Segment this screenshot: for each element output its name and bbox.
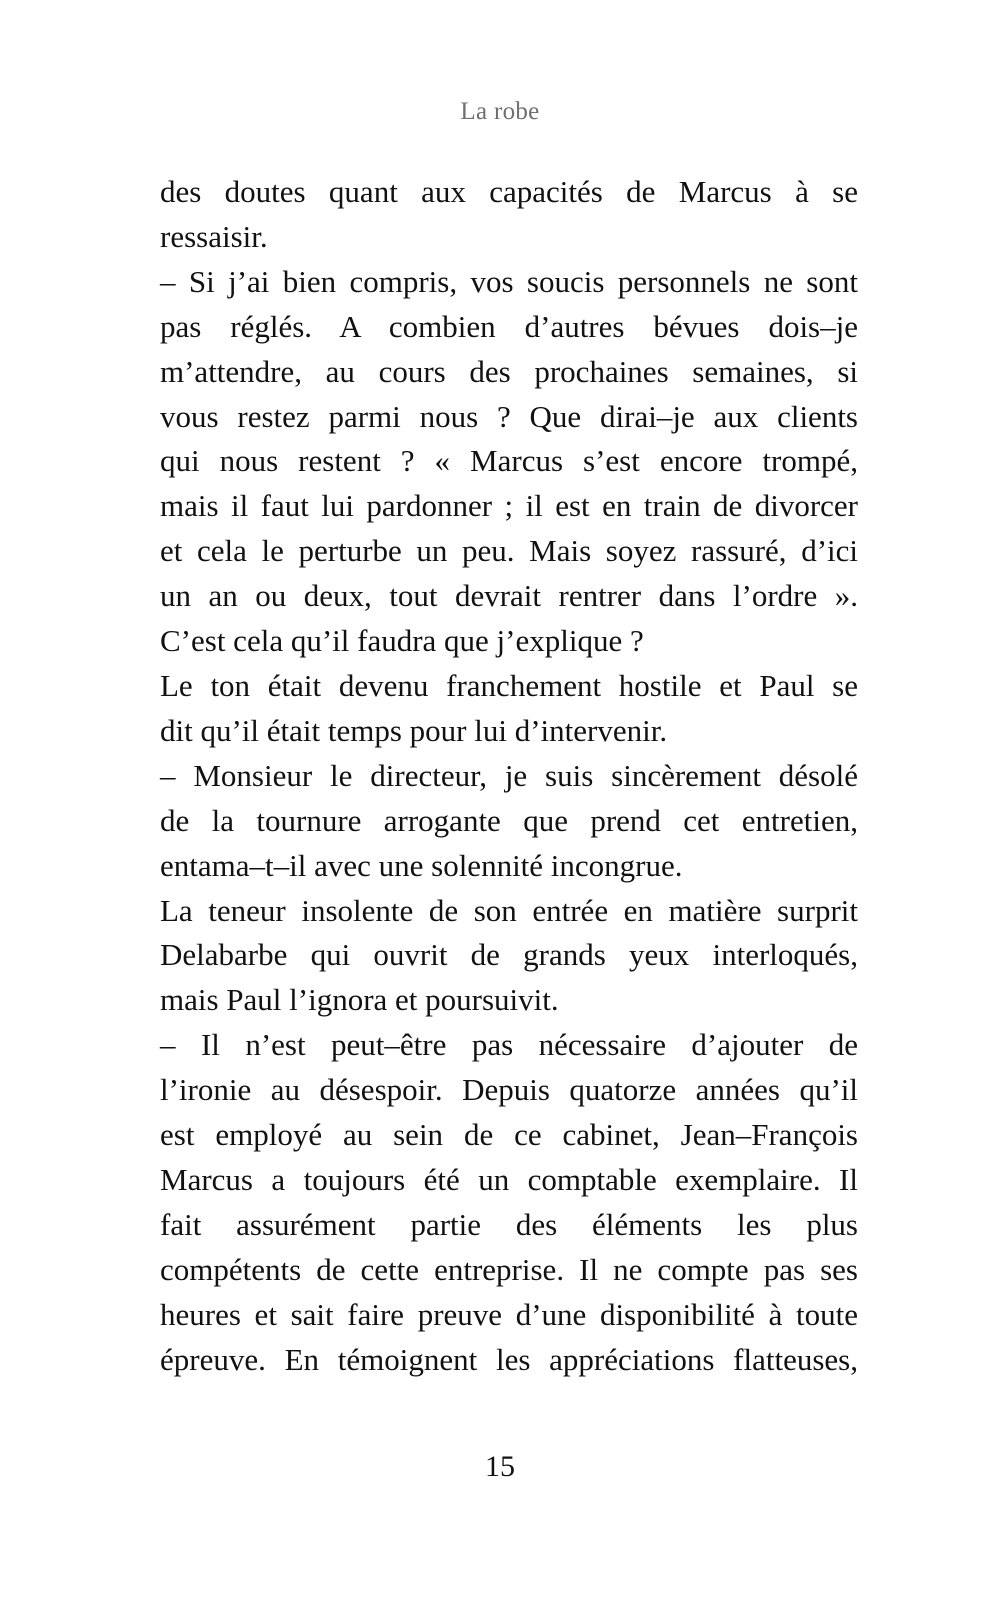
text-line: mais il faut lui pardonner ; il est en train de divorcer (160, 488, 858, 524)
text-line: La teneur insolente de son entrée en matière surprit (160, 892, 858, 928)
text-line: fait assurément partie des éléments les plus (160, 1206, 858, 1242)
text-line: Marcus a toujours été un comptable exemplaire. Il (160, 1161, 858, 1197)
text-line: un an ou deux, tout devrait rentrer dans l’ordre ». (160, 578, 858, 614)
text-line: est employé au sein de ce cabinet, Jean–François (160, 1117, 858, 1153)
text-line: – Il n’est peut–être pas nécessaire d’ajouter de (160, 1027, 858, 1063)
text-line: vous restez parmi nous ? Que dirai–je aux clients (160, 398, 858, 434)
text-line: de la tournure arrogante que prend cet entretien, (160, 802, 858, 838)
text-line: m’attendre, au cours des prochaines semaines, si (160, 353, 858, 389)
text-line: qui nous restent ? « Marcus s’est encore trompé, (160, 443, 858, 479)
text-line: des doutes quant aux capacités de Marcus à se (160, 174, 858, 209)
text-line: et cela le perturbe un peu. Mais soyez rassuré, d’ici (160, 533, 858, 569)
text-line: mais Paul l’ignora et poursuivit. (160, 982, 559, 1018)
text-line: dit qu’il était temps pour lui d’intervenir. (160, 712, 668, 748)
page-number: 15 (485, 1450, 515, 1483)
text-line: – Si j’ai bien compris, vos soucis personnels ne sont (160, 263, 858, 299)
text-line: Le ton était devenu franchement hostile et Paul se (160, 667, 858, 703)
text-line: Delabarbe qui ouvrit de grands yeux interloqués, (160, 937, 858, 973)
text-line: l’ironie au désespoir. Depuis quatorze années qu’il (160, 1072, 858, 1108)
text-line: heures et sait faire preuve d’une disponibilité à toute (160, 1296, 858, 1332)
running-title: La robe (460, 98, 540, 125)
text-line: ressaisir. (160, 218, 268, 254)
text-line: épreuve. En témoignent les appréciations flatteuses, (160, 1341, 858, 1377)
text-line: pas réglés. A combien d’autres bévues dois–je (160, 308, 858, 344)
text-line: – Monsieur le directeur, je suis sincèrement désolé (160, 757, 858, 793)
text-line: C’est cela qu’il faudra que j’explique ? (160, 623, 644, 659)
text-line: entama–t–il avec une solennité incongrue. (160, 847, 683, 883)
text-line: compétents de cette entreprise. Il ne compte pas ses (160, 1251, 858, 1287)
body-text (160, 170, 858, 1382)
